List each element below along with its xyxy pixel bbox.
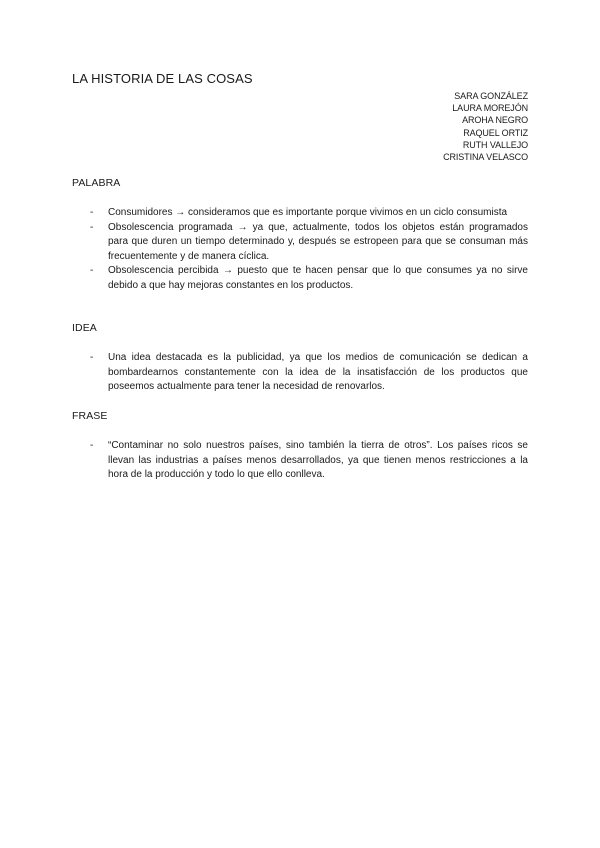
document-title: LA HISTORIA DE LAS COSAS [72,71,253,86]
section-list-frase [72,439,528,483]
author-name: RAQUEL ORTIZ [463,127,528,138]
dash-bullet: - [90,440,94,451]
list-item-text: Una idea destacada es la publicidad, ya que los medios de comunicación se dedican a bombardearnos constantemente con la idea de la insatisfacción de los productos que poseemos actualmente para tener la necesidad de renovarlos. [108,352,528,393]
list-item [72,351,528,395]
list-item [72,206,528,221]
author-list [443,90,528,163]
list-item-text: Obsolescencia programada → ya que, actualmente, todos los objetos están programados para que duren un tiempo determinado y, después se estropeen para que se consuman más frecuentemente y de manera cíclica. [108,221,528,262]
section-heading-frase: FRASE [72,410,108,422]
author-name: RUTH VALLEJO [462,139,528,150]
section-heading-palabra: PALABRA [72,177,121,189]
author-name: LAURA MOREJÓN [452,103,528,114]
author-name: AROHA NEGRO [462,115,528,126]
list-item [72,439,528,483]
section-list-idea [72,351,528,395]
dash-bullet: - [90,352,94,363]
list-item-text: Obsolescencia percibida → puesto que te hacen pensar que lo que consumes ya no sirve debido a que hay mejoras constantes en los productos. [108,265,528,291]
list-item-text: “Contaminar no solo nuestros países, sino también la tierra de otros”. Los países ricos se llevan las industrias a países menos desarrollados, ya que tienen menos restricciones a la hora de la producción y todo lo que ello conlleva. [108,440,528,481]
list-item-text: Consumidores → consideramos que es importante porque vivimos en un ciclo consumista [108,207,508,218]
section-list-palabra [72,206,528,294]
list-item [72,264,528,293]
dash-bullet: - [90,207,94,218]
list-item [72,221,528,265]
author-name: SARA GONZÁLEZ [454,91,528,101]
dash-bullet: - [90,221,94,233]
author-name: CRISTINA VELASCO [443,152,528,163]
dash-bullet: - [90,265,94,277]
section-heading-idea: IDEA [72,322,97,334]
